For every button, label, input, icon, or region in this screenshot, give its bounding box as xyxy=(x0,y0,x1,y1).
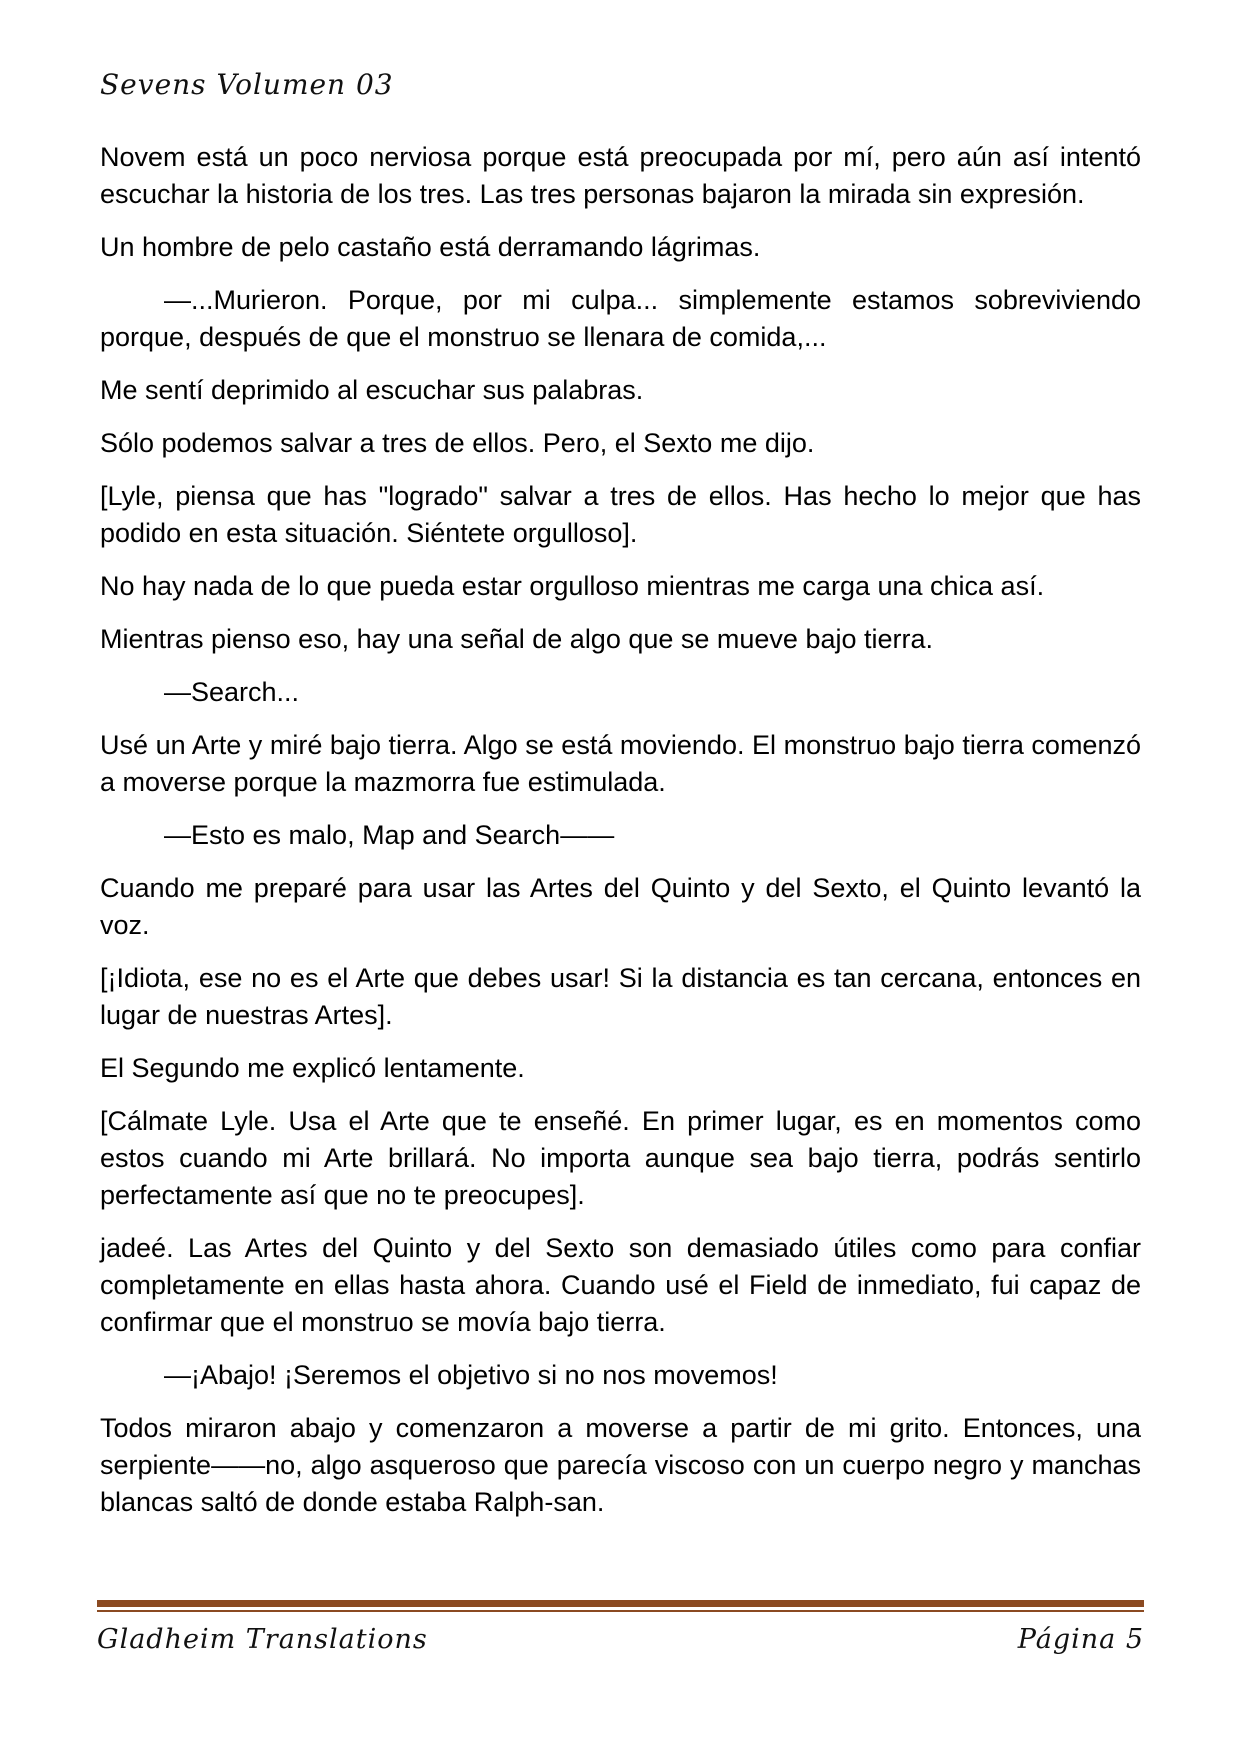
footer-rule-thick xyxy=(97,1600,1144,1607)
paragraph: Todos miraron abajo y comenzaron a moverse a partir de mi grito. Entonces, una serpiente——no, algo asqueroso que parecía viscoso con un cuerpo negro y manchas blancas saltó de donde estaba Ralph-san. xyxy=(100,1413,1141,1517)
dialogue-paragraph: —¡Abajo! ¡Seremos el objetivo si no nos movemos! xyxy=(164,1360,778,1390)
paragraph: El Segundo me explicó lentamente. xyxy=(100,1053,525,1083)
footer-page-number: Página 5 xyxy=(1017,1624,1144,1655)
page-footer xyxy=(97,1600,1144,1655)
paragraph: Un hombre de pelo castaño está derramando lágrimas. xyxy=(100,232,761,262)
dialogue-paragraph: —...Murieron. Porque, por mi culpa... simplemente estamos sobreviviendo porque, después de que el monstruo se llenara de comida,... xyxy=(100,285,1141,352)
paragraph: [Lyle, piensa que has "logrado" salvar a tres de ellos. Has hecho lo mejor que has podido en esta situación. Siéntete orgulloso]. xyxy=(100,481,1141,548)
header-title: Sevens Volumen 03 xyxy=(100,68,394,101)
paragraph: No hay nada de lo que pueda estar orgulloso mientras me carga una chica así. xyxy=(100,571,1045,601)
paragraph: Novem está un poco nerviosa porque está preocupada por mí, pero aún así intentó escuchar la historia de los tres. Las tres personas bajaron la mirada sin expresión. xyxy=(100,142,1141,209)
paragraph: Mientras pienso eso, hay una señal de algo que se mueve bajo tierra. xyxy=(100,624,934,654)
paragraph: [Cálmate Lyle. Usa el Arte que te enseñé. En primer lugar, es en momentos como estos cuando mi Arte brillará. No importa aunque sea bajo tierra, podrás sentirlo perfectamente así que no te preocupes]. xyxy=(100,1106,1141,1210)
paragraph: [¡Idiota, ese no es el Arte que debes usar! Si la distancia es tan cercana, entonces en lugar de nuestras Artes]. xyxy=(100,963,1141,1030)
paragraph: Cuando me preparé para usar las Artes del Quinto y del Sexto, el Quinto levantó la voz. xyxy=(100,873,1141,940)
page-header xyxy=(100,68,1141,101)
paragraph: jadeé. Las Artes del Quinto y del Sexto son demasiado útiles como para confiar completamente en ellas hasta ahora. Cuando usé el Field de inmediato, fui capaz de confirmar que el monstruo se movía bajo tierra. xyxy=(100,1233,1141,1337)
paragraph: Me sentí deprimido al escuchar sus palabras. xyxy=(100,375,644,405)
dialogue-paragraph: —Search... xyxy=(164,677,300,707)
footer-translator-credit: Gladheim Translations xyxy=(97,1624,428,1655)
footer-text-row xyxy=(97,1624,1144,1655)
paragraph: Sólo podemos salvar a tres de ellos. Pero, el Sexto me dijo. xyxy=(100,428,815,458)
document-body xyxy=(100,139,1141,1537)
paragraph: Usé un Arte y miré bajo tierra. Algo se está moviendo. El monstruo bajo tierra comenzó a moverse porque la mazmorra fue estimulada. xyxy=(100,730,1141,797)
footer-rule-thin xyxy=(97,1610,1144,1612)
footer-rule xyxy=(97,1600,1144,1612)
dialogue-paragraph: —Esto es malo, Map and Search—— xyxy=(164,820,615,850)
